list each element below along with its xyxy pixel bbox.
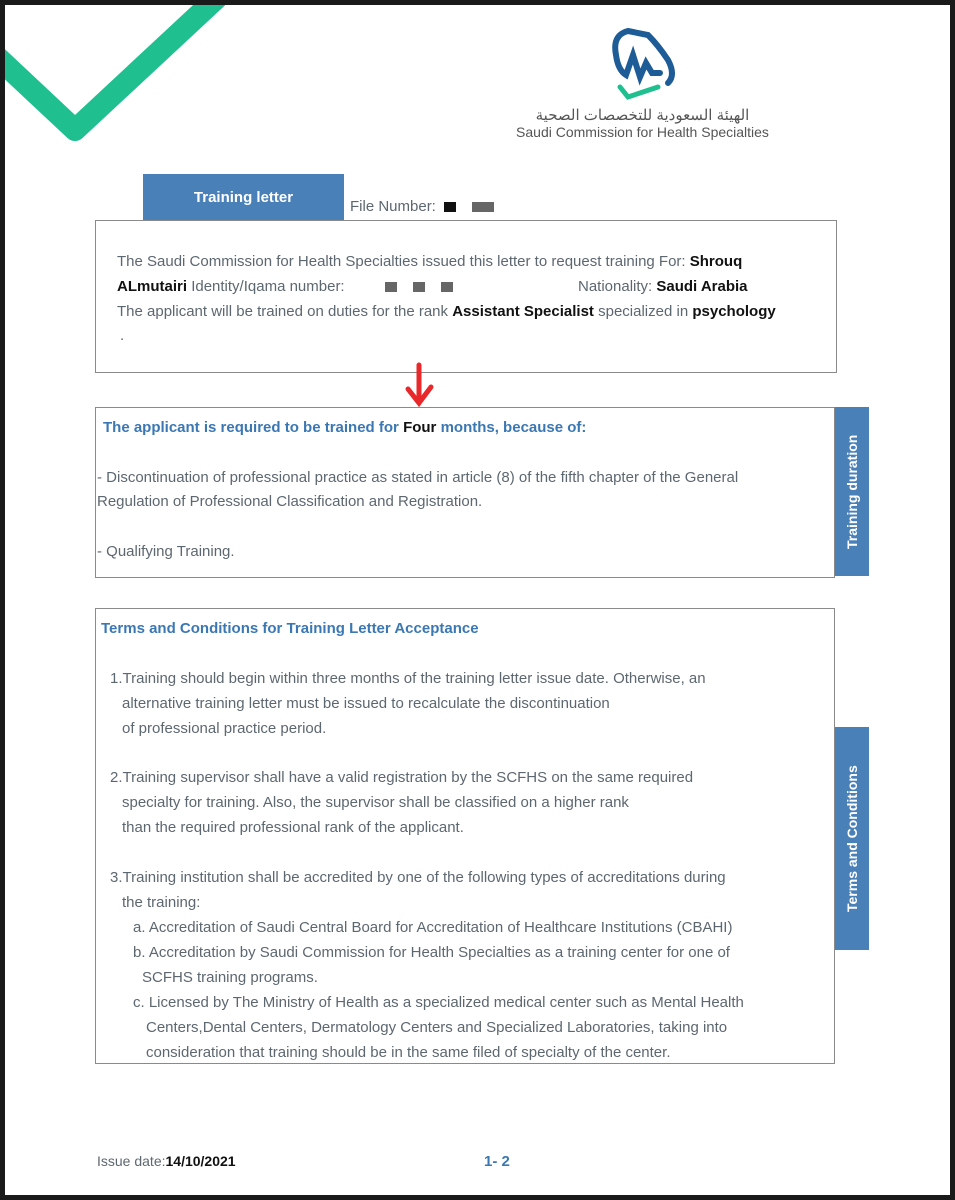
- reason-2: - Qualifying Training.: [97, 543, 235, 560]
- term-line: 3.Training institution shall be accredited by one of the following types of accreditations during: [110, 869, 726, 886]
- term-line: 2.Training supervisor shall have a valid registration by the SCFHS on the same required: [110, 769, 694, 786]
- logo-arabic: الهيئة السعودية للتخصصات الصحية: [535, 107, 750, 124]
- terms-heading: Terms and Conditions for Training Letter Acceptance: [101, 620, 479, 637]
- duration-heading: The applicant is required to be trained for Four months, because of:: [103, 419, 587, 436]
- term-line: 1.Training should begin within three months of the training letter issue date. Otherwise, an: [110, 670, 706, 687]
- term-line: Centers,Dental Centers, Dermatology Centers and Specialized Laboratories, taking into: [146, 1019, 728, 1036]
- term-line: alternative training letter must be issued to recalculate the discontinuation: [122, 695, 610, 712]
- logo-english: Saudi Commission for Health Specialties: [516, 124, 769, 140]
- term-line: than the required professional rank of the applicant.: [122, 819, 464, 836]
- intro-line: The Saudi Commission for Health Specialties issued this letter to request training For: Shrouq: [117, 253, 743, 270]
- term-line: SCFHS training programs.: [142, 969, 318, 986]
- terms-box: [95, 608, 835, 1064]
- term-line: the training:: [122, 894, 201, 911]
- applicant-box: [95, 220, 837, 373]
- issue-date: Issue date:14/10/2021: [97, 1153, 236, 1169]
- term-line: a. Accreditation of Saudi Central Board for Accreditation of Healthcare Institutions (CBAHI): [133, 919, 733, 936]
- term-line: specialty for training. Also, the supervisor shall be classified on a higher rank: [122, 794, 629, 811]
- logo-emblem-icon: [598, 25, 688, 100]
- term-line: of professional practice period.: [122, 720, 327, 737]
- page-number: 1- 2: [484, 1153, 510, 1170]
- nationality: Nationality: Saudi Arabia: [578, 278, 748, 295]
- term-line: c. Licensed by The Ministry of Health as a specialized medical center such as Mental Health: [133, 994, 744, 1011]
- file-number: [350, 198, 502, 215]
- reason-1-cont: Regulation of Professional Classification and Registration.: [97, 493, 483, 510]
- scfhs-logo: [510, 25, 775, 140]
- terms-conditions-tab: Terms and Conditions: [835, 727, 869, 950]
- id-line: ALmutairi Identity/Iqama number:: [117, 278, 461, 295]
- reason-1: - Discontinuation of professional practice as stated in article (8) of the fifth chapter of the General: [97, 469, 739, 486]
- term-line: consideration that training should be in the same filed of specialty of the center.: [146, 1044, 671, 1061]
- checkmark-icon: [5, 5, 225, 145]
- rank-line: The applicant will be trained on duties for the rank Assistant Specialist specialized in psychology: [117, 303, 776, 320]
- file-number-label: File Number:: [350, 198, 436, 215]
- training-letter-tab: Training letter: [143, 174, 344, 220]
- dot: .: [120, 327, 125, 344]
- training-duration-tab: Training duration: [835, 407, 869, 576]
- duration-box: [95, 407, 835, 578]
- term-line: b. Accreditation by Saudi Commission for Health Specialties as a training center for one of: [133, 944, 730, 961]
